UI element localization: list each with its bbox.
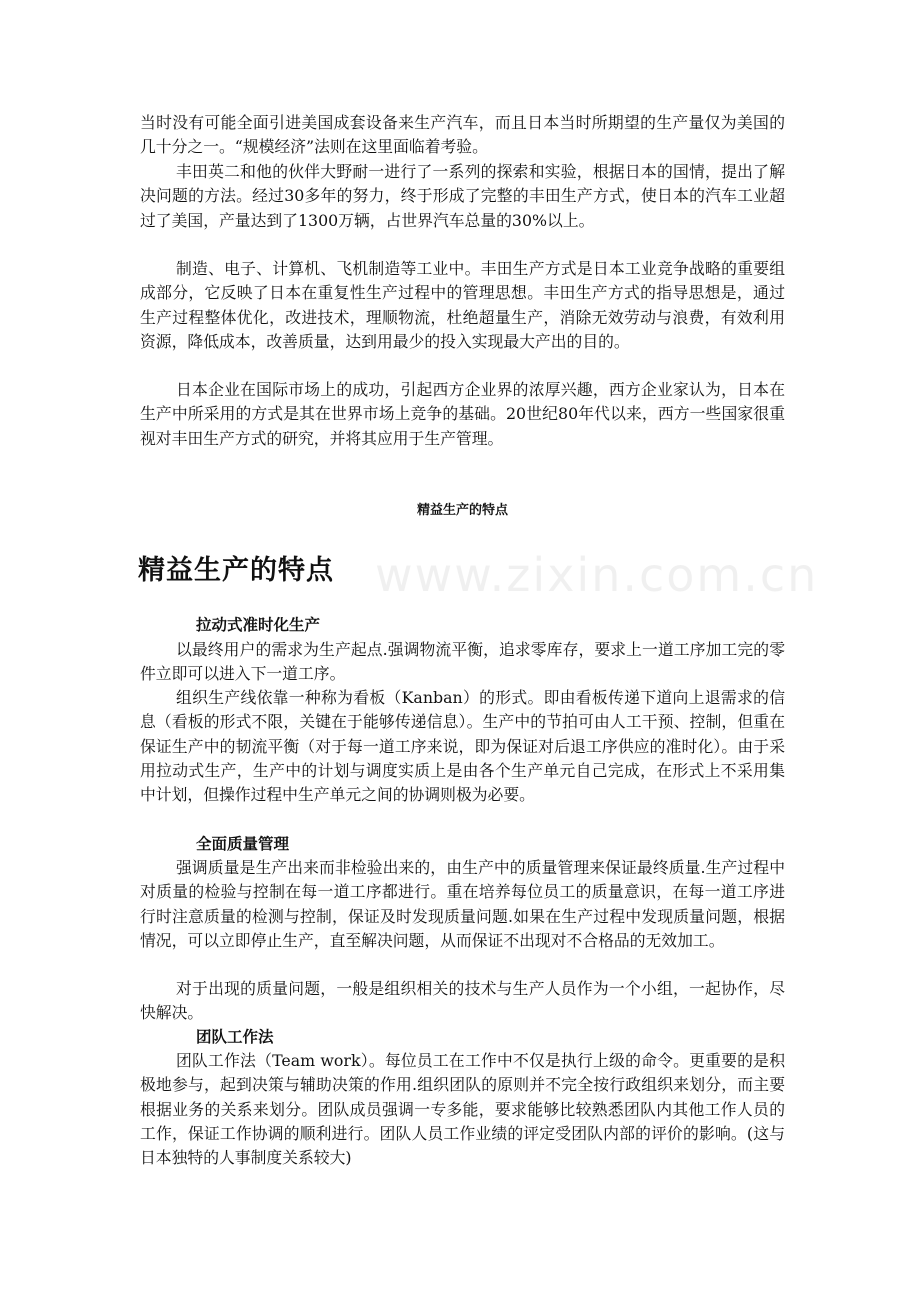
- pull-paragraph-2: 组织生产线依靠一种称为看板（Kanban）的形式。即由看板传递下道向上退需求的信息（看板的形式不限，关键在于能够传递信息）。生产中的节拍可由人工干预、控制，但重在保证生产中的韧流平衡（对于每一道工序来说，即为保证对后退工序供应的准时化）。由于采用拉动式生产，生产中的计划与调度实质上是由各个生产单元自己完成，在形式上不采用集中计划，但操作过程中生产单元之间的协调则极为必要。: [140, 688, 785, 805]
- subheading-pull-production: 拉动式准时化生产: [196, 616, 321, 634]
- intro-paragraph-3: 制造、电子、计算机、飞机制造等工业中。丰田生产方式是日本工业竞争战略的重要组成部分，它反映了日本在重复性生产过程中的管理思想。丰田生产方式的指导思想是，通过生产过程整体优化，改进技术，理顺物流，杜绝超量生产，消除无效劳动与浪费，有效利用资源，降低成本，改善质量，达到用最少的投入实现最大产出的目的。: [140, 259, 785, 351]
- subheading-team-work: 团队工作法: [196, 1028, 274, 1046]
- quality-paragraph-1: 强调质量是生产出来而非检验出来的，由生产中的质量管理来保证最终质量.生产过程中对质量的检验与控制在每一道工序都进行。重在培养每位员工的质量意识，在每一道工序进行时注意质量的检测与控制，保证及时发现质量问题.如果在生产过程中发现质量问题，根据情况，可以立即停止生产，直至解决问题，从而保证不出现对不合格品的无效加工。: [140, 858, 785, 950]
- intro-paragraph-1: 当时没有可能全面引进美国成套设备来生产汽车，而且日本当时所期望的生产量仅为美国的几十分之一。“规模经济”法则在这里面临着考验。: [140, 113, 785, 157]
- intro-paragraph-2: 丰田英二和他的伙伴大野耐一进行了一系列的探索和实验，根据日本的国情，提出了解决问题的方法。经过30多年的努力，终于形成了完整的丰田生产方式，使日本的汽车工业超过了美国，产量达到了1300万辆，占世界汽车总量的30%以上。: [140, 162, 785, 230]
- quality-paragraph-2: 对于出现的质量问题，一般是组织相关的技术与生产人员作为一个小组，一起协作，尽快解决。: [140, 979, 785, 1023]
- subheading-quality-management: 全面质量管理: [196, 835, 290, 853]
- watermark: www.zixin.com.cn: [375, 548, 819, 602]
- pull-paragraph-1: 以最终用户的需求为生产起点.强调物流平衡，追求零库存，要求上一道工序加工完的零件立即可以进入下一道工序。: [140, 640, 785, 684]
- section-caption: 精益生产的特点: [416, 503, 508, 518]
- team-paragraph-1: 团队工作法（Team work）。每位员工在工作中不仅是执行上级的命令。更重要的是积极地参与，起到决策与辅助决策的作用.组织团队的原则并不完全按行政组织来划分，而主要根据业务的关系来划分。团队成员强调一专多能，要求能够比较熟悉团队内其他工作人员的工作，保证工作协调的顺利进行。团队人员工作业绩的评定受团队内部的评价的影响。(这与日本独特的人事制度关系较大): [140, 1051, 785, 1168]
- page-heading: 精益生产的特点: [138, 555, 334, 586]
- intro-paragraph-4: 日本企业在国际市场上的成功，引起西方企业界的浓厚兴趣，西方企业家认为，日本在生产中所采用的方式是其在世界市场上竞争的基础。20世纪80年代以来，西方一些国家很重视对丰田生产方式的研究，并将其应用于生产管理。: [140, 380, 785, 448]
